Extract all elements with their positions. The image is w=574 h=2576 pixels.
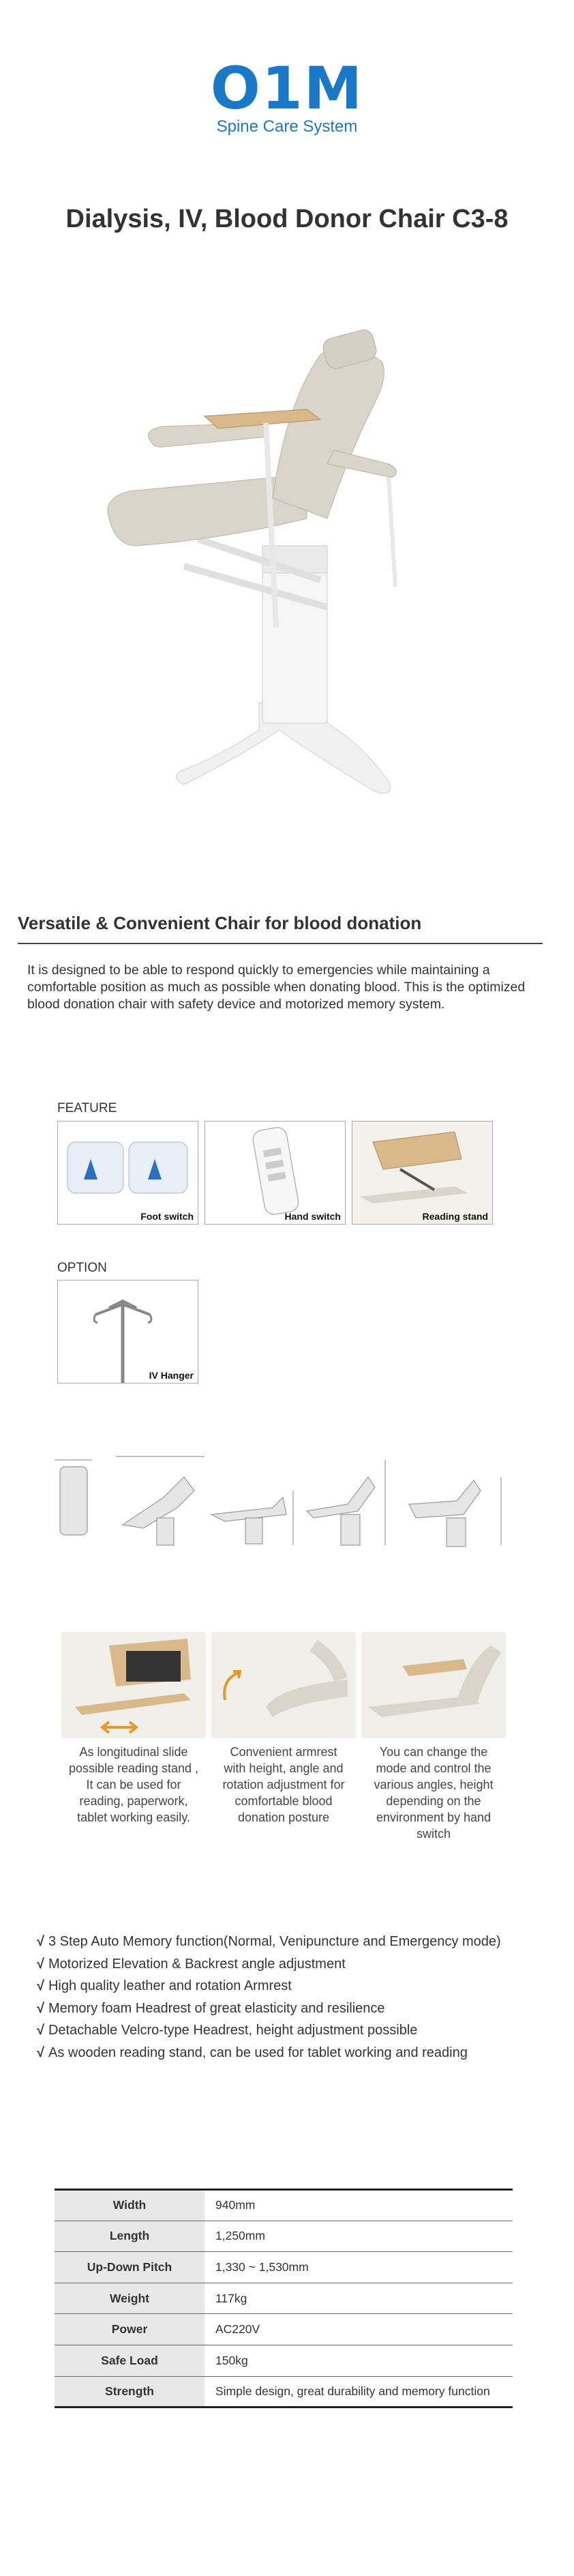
detail-photo-reading-stand [61, 1632, 206, 1738]
check-icon: √ [37, 1934, 44, 1949]
table-row [55, 2221, 513, 2252]
section-divider [18, 943, 543, 944]
dimension-drawings [48, 1450, 532, 1549]
page-title: Dialysis, IV, Blood Donor Chair C3-8 [65, 205, 509, 233]
feature-caption: Foot switch [140, 1211, 194, 1222]
spec-value: 117kg [205, 2283, 513, 2314]
feature-card-reading-stand [352, 1121, 493, 1225]
detail-caption: Convenient armrest with height, angle and rotation adjustment for comfortable blood donation posture [222, 1745, 345, 1824]
spec-value: Simple design, great durability and memory function [205, 2376, 513, 2407]
checklist-item: √ Detachable Velcro-type Headrest, height adjustment possible [37, 2023, 418, 2038]
spec-value: 150kg [205, 2345, 513, 2376]
intro-paragraph: It is designed to be able to respond quickly to emergencies while maintaining a comfortable position as much as possible when donating blood. This is the optimized blood donation chair with safety device and motorized memory system. [27, 963, 526, 1012]
feature-caption: Reading stand [422, 1211, 488, 1222]
detail-photo-hand-switch [361, 1632, 506, 1738]
spec-label: Width [55, 2190, 205, 2221]
table-row [55, 2345, 513, 2376]
iv-hanger-image [58, 1280, 198, 1383]
checklist-item: √ As wooden reading stand, can be used for tablet working and reading [37, 2045, 468, 2060]
hand-switch-image [205, 1122, 345, 1224]
brand-tagline: Spine Care System [216, 117, 358, 136]
feature-card-hand-switch [205, 1121, 346, 1225]
spec-label: Strength [55, 2376, 205, 2407]
check-icon: √ [37, 2023, 44, 2038]
detail-photo-armrest [211, 1632, 356, 1738]
spec-value: 1,250mm [205, 2221, 513, 2252]
table-row [55, 2314, 513, 2345]
table-row [55, 2190, 513, 2221]
spec-table [55, 2189, 513, 2408]
feature-card-foot-switch [57, 1121, 198, 1225]
foot-switch-image [58, 1122, 198, 1224]
chair-hero-image [102, 321, 464, 805]
spec-label: Up-Down Pitch [55, 2252, 205, 2283]
option-label: OPTION [57, 1261, 107, 1275]
spec-value: 1,330 ~ 1,530mm [205, 2252, 513, 2283]
section-heading: Versatile & Convenient Chair for blood donation [18, 913, 422, 933]
check-icon: √ [37, 2000, 44, 2016]
check-icon: √ [37, 2045, 44, 2060]
feature-checklist [37, 1931, 569, 2064]
check-icon: √ [37, 1956, 44, 1972]
spec-label: Weight [55, 2283, 205, 2314]
checklist-item: √ Memory foam Headrest of great elasticity and resilience [37, 2000, 385, 2016]
table-row [55, 2252, 513, 2283]
check-icon: √ [37, 1978, 44, 1993]
table-row [55, 2283, 513, 2314]
spec-label: Power [55, 2314, 205, 2345]
feature-caption: Hand switch [284, 1211, 341, 1222]
detail-caption: You can change the mode and control the various angles, height depending on the environment by hand switch [374, 1745, 494, 1841]
spec-label: Length [55, 2221, 205, 2252]
reading-stand-image [352, 1122, 492, 1224]
detail-caption: As longitudinal slide possible reading stand , It can be used for reading, paperwork, tablet working easily. [68, 1745, 199, 1824]
option-card-iv-hanger [57, 1280, 198, 1384]
checklist-item: √ Motorized Elevation & Backrest angle adjustment [37, 1956, 346, 1972]
checklist-item: √ High quality leather and rotation Armrest [37, 1978, 292, 1993]
checklist-item: √ 3 Step Auto Memory function(Normal, Venipuncture and Emergency mode) [37, 1934, 501, 1949]
spec-value: AC220V [205, 2314, 513, 2345]
spec-label: Safe Load [55, 2345, 205, 2376]
brand-logo: O1M [210, 55, 364, 123]
feature-label: FEATURE [57, 1101, 117, 1115]
spec-value: 940mm [205, 2190, 513, 2221]
table-row [55, 2376, 513, 2407]
option-caption: IV Hanger [149, 1370, 194, 1381]
